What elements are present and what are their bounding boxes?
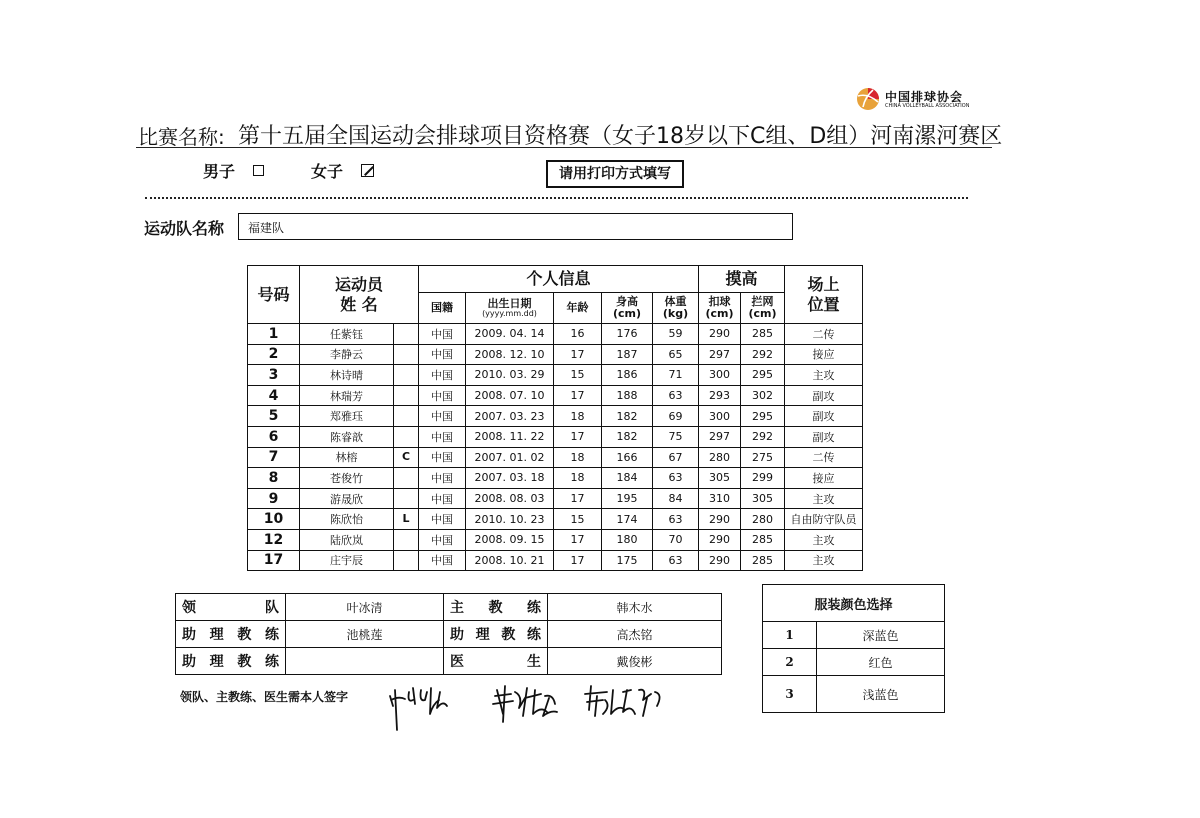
- player-role-mark: [394, 406, 419, 427]
- uniform-title: 服装颜色选择: [763, 585, 945, 622]
- player-spike-reach: 280: [699, 447, 741, 468]
- team-label: 运动队名称: [144, 219, 225, 238]
- player-name: 游晟欣: [300, 488, 394, 509]
- header-name-top: 运动员: [334, 274, 383, 294]
- player-weight: 75: [653, 426, 699, 447]
- player-role-mark: [394, 468, 419, 489]
- player-position: 主攻: [785, 550, 863, 571]
- male-option[interactable]: [203, 159, 264, 182]
- player-nationality: 中国: [419, 488, 466, 509]
- player-nationality: 中国: [419, 385, 466, 406]
- cva-logo: [855, 84, 980, 116]
- player-number: 17: [248, 550, 300, 571]
- player-spike-reach: 290: [699, 529, 741, 550]
- player-birthdate: 2008. 07. 10: [466, 385, 554, 406]
- uniform-option-row[interactable]: [763, 676, 945, 713]
- signature-leader: [390, 688, 447, 730]
- uniform-color-table: [762, 584, 945, 713]
- player-spike-reach: 310: [699, 488, 741, 509]
- player-block-reach: 275: [741, 447, 785, 468]
- player-weight: 70: [653, 529, 699, 550]
- player-role-mark: L: [394, 509, 419, 530]
- player-nationality: 中国: [419, 468, 466, 489]
- player-spike-reach: 290: [699, 324, 741, 345]
- player-spike-reach: 290: [699, 509, 741, 530]
- player-age: 17: [554, 550, 602, 571]
- player-weight: 63: [653, 385, 699, 406]
- player-nationality: 中国: [419, 550, 466, 571]
- player-weight: 63: [653, 550, 699, 571]
- player-name: 林榕: [300, 447, 394, 468]
- player-position: 自由防守队员: [785, 509, 863, 530]
- player-name: 陆欣岚: [300, 529, 394, 550]
- header-name-bottom: 姓 名: [340, 294, 378, 314]
- logo-cn: 中国排球协会: [885, 90, 964, 104]
- player-age: 18: [554, 406, 602, 427]
- player-weight: 84: [653, 488, 699, 509]
- player-name: 苍俊竹: [300, 468, 394, 489]
- player-birthdate: 2010. 03. 29: [466, 365, 554, 386]
- header-height-label: 身高: [616, 295, 638, 308]
- player-nationality: 中国: [419, 447, 466, 468]
- signature-doctor: [585, 686, 660, 716]
- player-birthdate: 2008. 08. 03: [466, 488, 554, 509]
- player-height: 182: [602, 426, 653, 447]
- assistant-coach-value-2[interactable]: 高杰铭: [548, 621, 722, 648]
- uniform-option-row[interactable]: [763, 622, 945, 649]
- player-spike-reach: 293: [699, 385, 741, 406]
- player-position: 主攻: [785, 365, 863, 386]
- player-spike-reach: 300: [699, 365, 741, 386]
- player-row: [248, 365, 863, 386]
- header-spike-label: 扣球: [708, 295, 731, 308]
- player-height: 175: [602, 550, 653, 571]
- player-row: [248, 529, 863, 550]
- player-row: [248, 324, 863, 345]
- player-number: 9: [248, 488, 300, 509]
- player-weight: 59: [653, 324, 699, 345]
- player-block-reach: 299: [741, 468, 785, 489]
- player-birthdate: 2007. 01. 02: [466, 447, 554, 468]
- player-number: 4: [248, 385, 300, 406]
- uniform-option-color: 深蓝色: [817, 622, 945, 649]
- player-name: 庄宇辰: [300, 550, 394, 571]
- player-age: 15: [554, 509, 602, 530]
- volleyball-logo-icon: [855, 84, 883, 112]
- male-checkbox[interactable]: [253, 165, 264, 176]
- staff-table: [175, 593, 722, 675]
- uniform-option-number: 2: [763, 649, 817, 676]
- player-age: 17: [554, 529, 602, 550]
- male-label: 男子: [203, 162, 236, 181]
- player-weight: 67: [653, 447, 699, 468]
- player-height: 174: [602, 509, 653, 530]
- header-block: [741, 293, 785, 324]
- header-height: [602, 293, 653, 324]
- roster-table: [247, 265, 863, 571]
- logo-en: CHINA VOLLEYBALL ASSOCIATION: [885, 103, 970, 109]
- player-age: 17: [554, 488, 602, 509]
- player-height: 184: [602, 468, 653, 489]
- player-row: [248, 447, 863, 468]
- player-position: 副攻: [785, 385, 863, 406]
- player-block-reach: 305: [741, 488, 785, 509]
- player-role-mark: [394, 426, 419, 447]
- player-nationality: 中国: [419, 344, 466, 365]
- player-birthdate: 2008. 11. 22: [466, 426, 554, 447]
- player-position: 二传: [785, 324, 863, 345]
- player-number: 10: [248, 509, 300, 530]
- player-row: [248, 385, 863, 406]
- player-nationality: 中国: [419, 406, 466, 427]
- player-nationality: 中国: [419, 529, 466, 550]
- player-spike-reach: 297: [699, 344, 741, 365]
- print-note: 请用打印方式填写: [546, 160, 684, 188]
- title-underline: [136, 147, 992, 148]
- header-age: 年龄: [554, 293, 602, 324]
- player-role-mark: [394, 344, 419, 365]
- header-block-unit: (cm): [748, 307, 777, 320]
- player-role-mark: [394, 324, 419, 345]
- player-weight: 71: [653, 365, 699, 386]
- player-weight: 63: [653, 509, 699, 530]
- player-birthdate: 2009. 04. 14: [466, 324, 554, 345]
- player-block-reach: 295: [741, 365, 785, 386]
- uniform-option-color: 红色: [817, 649, 945, 676]
- player-number: 8: [248, 468, 300, 489]
- player-birthdate: 2007. 03. 23: [466, 406, 554, 427]
- header-weight-label: 体重: [664, 295, 687, 308]
- player-nationality: 中国: [419, 324, 466, 345]
- header-nationality: 国籍: [419, 293, 466, 324]
- player-row: [248, 488, 863, 509]
- player-block-reach: 295: [741, 406, 785, 427]
- signature-label: 领队、主教练、医生需本人签字: [180, 690, 349, 704]
- player-weight: 69: [653, 406, 699, 427]
- player-row: [248, 344, 863, 365]
- player-age: 16: [554, 324, 602, 345]
- player-age: 17: [554, 344, 602, 365]
- header-block-label: 拦网: [751, 295, 774, 308]
- player-number: 12: [248, 529, 300, 550]
- player-role-mark: [394, 365, 419, 386]
- player-position: 二传: [785, 447, 863, 468]
- assistant-coach-label-3: 助理教练: [176, 648, 286, 675]
- female-checkbox[interactable]: [361, 164, 374, 177]
- uniform-option-number: 1: [763, 622, 817, 649]
- player-spike-reach: 305: [699, 468, 741, 489]
- assistant-coach-label-2: 助理教练: [444, 621, 548, 648]
- player-role-mark: [394, 529, 419, 550]
- uniform-option-row[interactable]: [763, 649, 945, 676]
- head-coach-label: 主教练: [444, 594, 548, 621]
- player-position: 副攻: [785, 426, 863, 447]
- player-role-mark: [394, 385, 419, 406]
- header-weight: [653, 293, 699, 324]
- header-name: [300, 266, 419, 324]
- header-weight-unit: (kg): [662, 307, 689, 320]
- player-weight: 65: [653, 344, 699, 365]
- player-height: 195: [602, 488, 653, 509]
- player-position: 接应: [785, 344, 863, 365]
- player-weight: 63: [653, 468, 699, 489]
- uniform-option-number: 3: [763, 676, 817, 713]
- header-reach: 摸高: [699, 266, 785, 293]
- player-role-mark: [394, 488, 419, 509]
- player-birthdate: 2010. 10. 23: [466, 509, 554, 530]
- player-block-reach: 285: [741, 529, 785, 550]
- player-position: 副攻: [785, 406, 863, 427]
- player-spike-reach: 290: [699, 550, 741, 571]
- female-option[interactable]: [311, 159, 374, 182]
- player-block-reach: 280: [741, 509, 785, 530]
- player-name: 陈欣怡: [300, 509, 394, 530]
- player-block-reach: 285: [741, 324, 785, 345]
- player-row: [248, 406, 863, 427]
- player-row: [248, 550, 863, 571]
- match-label: 比赛名称:: [138, 125, 225, 149]
- player-age: 15: [554, 365, 602, 386]
- player-role-mark: [394, 550, 419, 571]
- dotted-divider: [145, 197, 968, 199]
- player-block-reach: 302: [741, 385, 785, 406]
- player-number: 2: [248, 344, 300, 365]
- player-number: 6: [248, 426, 300, 447]
- player-name: 郑雅珏: [300, 406, 394, 427]
- header-spike-unit: (cm): [705, 307, 734, 320]
- player-height: 176: [602, 324, 653, 345]
- player-name: 林瑞芳: [300, 385, 394, 406]
- player-age: 18: [554, 468, 602, 489]
- female-label: 女子: [311, 162, 344, 181]
- assistant-coach-value[interactable]: 池桃莲: [286, 621, 444, 648]
- player-height: 186: [602, 365, 653, 386]
- header-height-unit: (cm): [612, 307, 642, 320]
- player-block-reach: 292: [741, 344, 785, 365]
- player-row: [248, 426, 863, 447]
- leader-value[interactable]: 叶冰清: [286, 594, 444, 621]
- player-spike-reach: 297: [699, 426, 741, 447]
- header-birth-label: 出生日期: [487, 297, 532, 310]
- match-name: 第十五届全国运动会排球项目资格赛（女子18岁以下C组、D组）河南漯河赛区: [238, 124, 1003, 149]
- player-position: 接应: [785, 468, 863, 489]
- player-height: 182: [602, 406, 653, 427]
- player-number: 1: [248, 324, 300, 345]
- player-age: 17: [554, 426, 602, 447]
- player-birthdate: 2008. 12. 10: [466, 344, 554, 365]
- header-position: [785, 266, 863, 324]
- header-spike: [699, 293, 741, 324]
- player-birthdate: 2008. 10. 21: [466, 550, 554, 571]
- player-block-reach: 285: [741, 550, 785, 571]
- player-name: 李静云: [300, 344, 394, 365]
- player-name: 林诗晴: [300, 365, 394, 386]
- header-birth: [466, 293, 554, 324]
- player-role-mark: C: [394, 447, 419, 468]
- player-nationality: 中国: [419, 365, 466, 386]
- signature-headcoach: [493, 686, 557, 722]
- doctor-label: 医生: [444, 648, 548, 675]
- uniform-option-color: 浅蓝色: [817, 676, 945, 713]
- player-position: 主攻: [785, 488, 863, 509]
- player-number: 7: [248, 447, 300, 468]
- leader-label: 领队: [176, 594, 286, 621]
- player-block-reach: 292: [741, 426, 785, 447]
- player-height: 180: [602, 529, 653, 550]
- player-height: 187: [602, 344, 653, 365]
- header-position-top: 场上: [807, 274, 840, 294]
- header-number: 号码: [248, 266, 300, 324]
- assistant-coach-label: 助理教练: [176, 621, 286, 648]
- player-birthdate: 2008. 09. 15: [466, 529, 554, 550]
- player-row: [248, 509, 863, 530]
- player-name: 陈睿歆: [300, 426, 394, 447]
- player-nationality: 中国: [419, 509, 466, 530]
- player-age: 17: [554, 385, 602, 406]
- head-coach-value[interactable]: 韩木水: [548, 594, 722, 621]
- player-age: 18: [554, 447, 602, 468]
- player-birthdate: 2007. 03. 18: [466, 468, 554, 489]
- header-birth-format: (yyyy.mm.dd): [482, 309, 537, 318]
- player-number: 5: [248, 406, 300, 427]
- player-height: 188: [602, 385, 653, 406]
- team-name-field[interactable]: [238, 213, 793, 240]
- player-number: 3: [248, 365, 300, 386]
- team-name-value: 福建队: [248, 221, 285, 235]
- player-position: 主攻: [785, 529, 863, 550]
- handwritten-signatures: [385, 670, 685, 735]
- header-position-bottom: 位置: [807, 294, 840, 314]
- player-name: 任紫钰: [300, 324, 394, 345]
- header-personal: 个人信息: [419, 266, 699, 293]
- player-nationality: 中国: [419, 426, 466, 447]
- doctor-value[interactable]: 戴俊彬: [548, 648, 722, 675]
- player-spike-reach: 300: [699, 406, 741, 427]
- player-row: [248, 468, 863, 489]
- player-height: 166: [602, 447, 653, 468]
